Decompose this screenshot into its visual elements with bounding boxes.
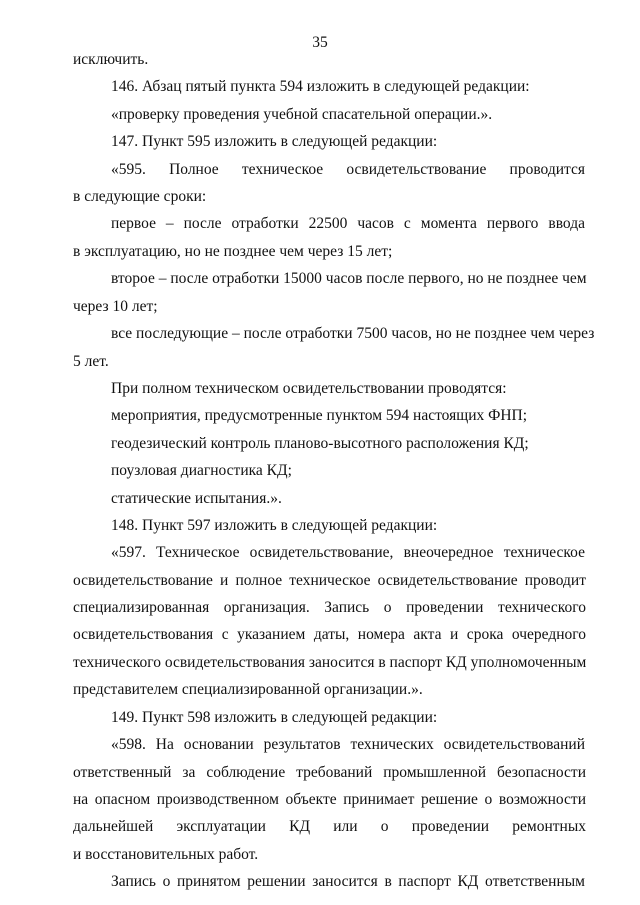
text-line: исключить. bbox=[73, 51, 149, 68]
text-line: геодезический контроль планово-высотного расположения КД; bbox=[111, 435, 529, 452]
text-line: в следующие сроки: bbox=[73, 188, 207, 205]
text-line: «595. Полное техническое освидетельствование проводится bbox=[111, 161, 585, 178]
text-line: 5 лет. bbox=[73, 353, 109, 370]
text-line: на опасном производственном объекте принимает решение о возможности bbox=[73, 791, 586, 808]
text-line: ответственный за соблюдение требований промышленной безопасности bbox=[73, 764, 586, 781]
text-line: технического освидетельствования заносится в паспорт КД уполномоченным bbox=[73, 654, 587, 671]
text-line: «598. На основании результатов технических освидетельствований bbox=[111, 736, 585, 753]
text-line: 146. Абзац пятый пункта 594 изложить в следующей редакции: bbox=[111, 78, 530, 95]
text-line: специализированная организация. Запись о проведении технического bbox=[73, 599, 586, 616]
text-line: статические испытания.». bbox=[111, 490, 282, 507]
text-line: освидетельствования с указанием даты, номера акта и срока очередного bbox=[73, 626, 586, 643]
text-line: в эксплуатацию, но не позднее чем через 15 лет; bbox=[73, 243, 393, 260]
text-line: При полном техническом освидетельствовании проводятся: bbox=[111, 380, 507, 397]
text-line: дальнейшей эксплуатации КД или о проведении ремонтных bbox=[73, 818, 586, 835]
text-line: через 10 лет; bbox=[73, 298, 158, 315]
text-line: мероприятия, предусмотренные пунктом 594 настоящих ФНП; bbox=[111, 407, 528, 424]
text-line: первое – после отработки 22500 часов с момента первого ввода bbox=[111, 215, 585, 232]
text-line: Запись о принятом решении заносится в паспорт КД ответственным bbox=[111, 873, 585, 890]
text-line: 149. Пункт 598 изложить в следующей редакции: bbox=[111, 709, 438, 726]
text-line: и восстановительных работ. bbox=[73, 846, 259, 863]
text-line: 147. Пункт 595 изложить в следующей редакции: bbox=[111, 133, 438, 150]
text-line: второе – после отработки 15000 часов после первого, но не позднее чем bbox=[111, 270, 587, 287]
text-line: представителем специализированной организации.». bbox=[73, 681, 423, 698]
text-line: освидетельствование и полное техническое освидетельствование проводит bbox=[73, 572, 586, 589]
text-line: «597. Техническое освидетельствование, внеочередное техническое bbox=[111, 544, 585, 561]
text-line: 148. Пункт 597 изложить в следующей редакции: bbox=[111, 517, 438, 534]
page-number: 35 bbox=[312, 34, 328, 51]
text-line: все последующие – после отработки 7500 часов, но не позднее чем через bbox=[111, 325, 595, 342]
text-line: поузловая диагностика КД; bbox=[111, 462, 292, 479]
text-line: «проверку проведения учебной спасательной операции.». bbox=[111, 106, 493, 123]
